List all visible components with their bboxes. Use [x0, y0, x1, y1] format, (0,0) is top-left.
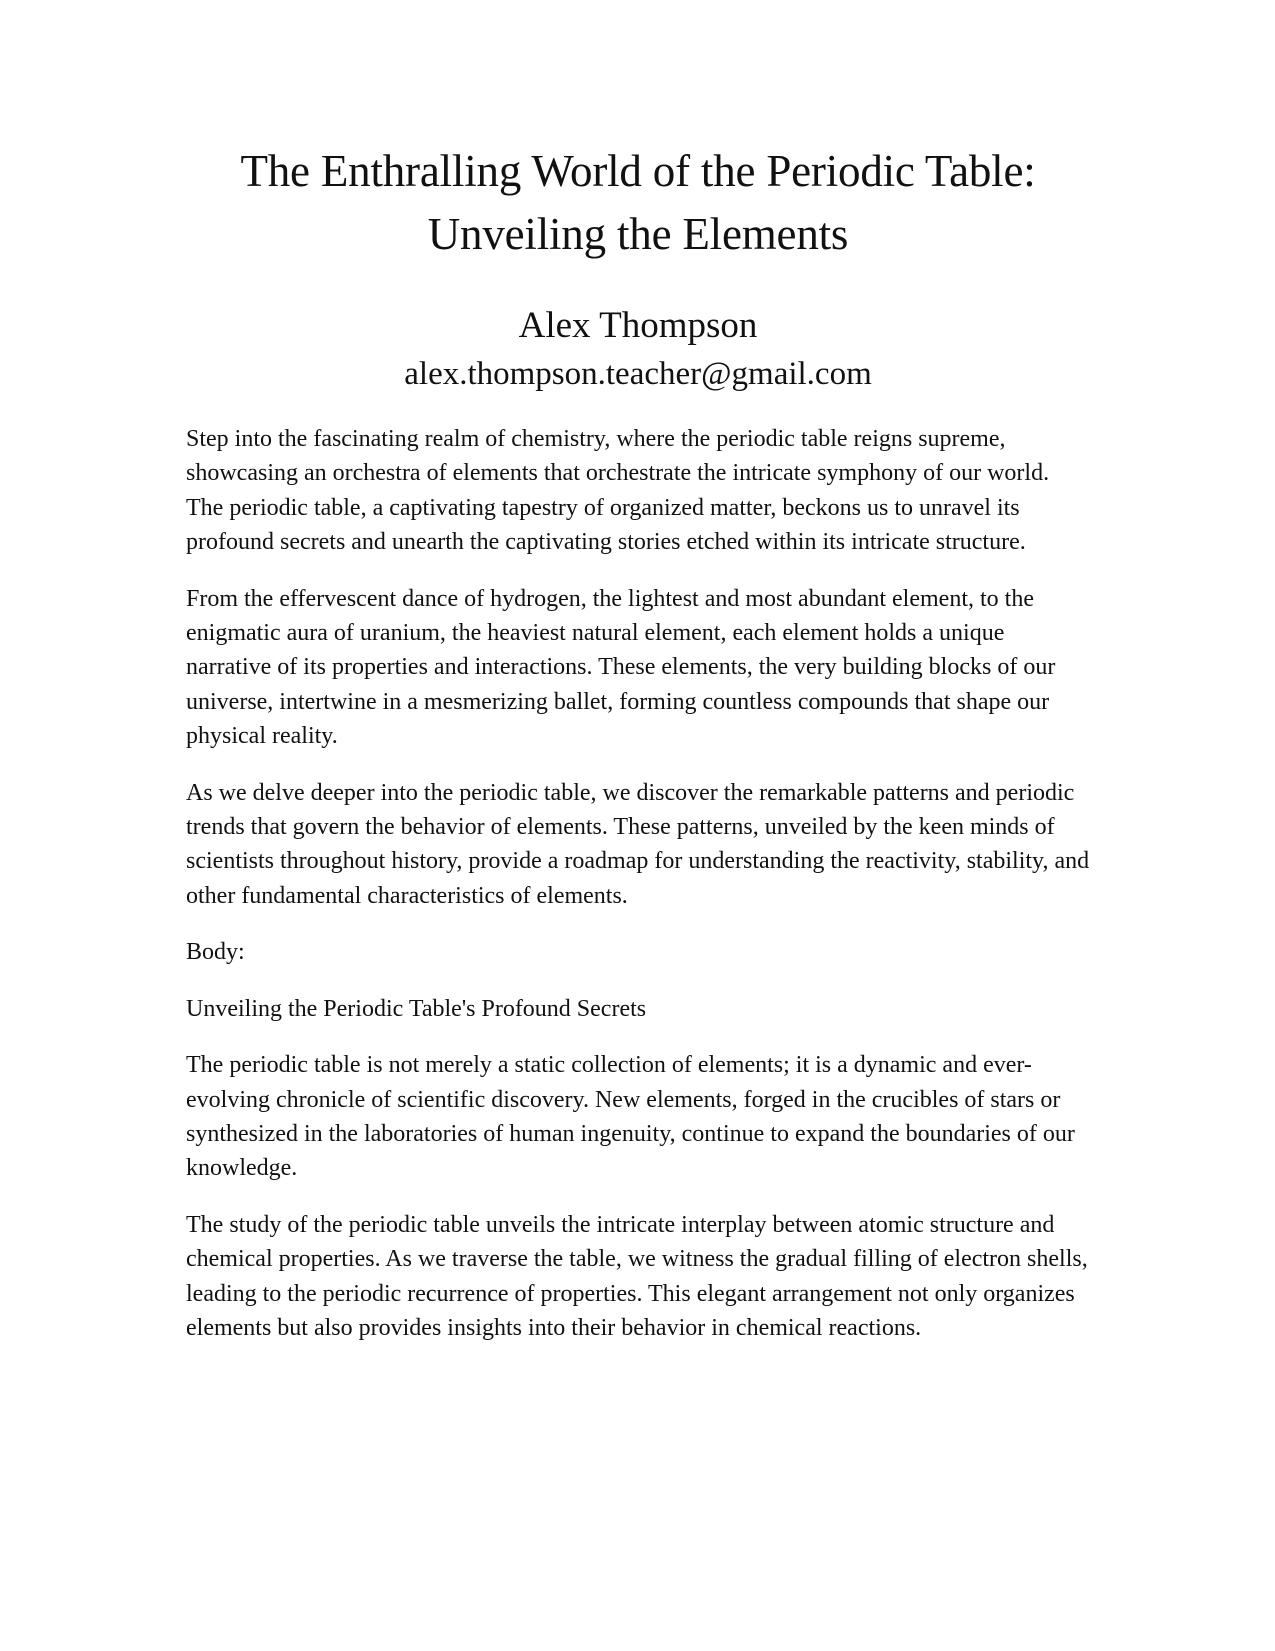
intro-paragraph-1: Step into the fascinating realm of chemistry, where the periodic table reigns supreme, showcasing an orchestra of elements that orchestrate the intricate symphony of our world. The periodic table, a captivating tapestry of organized matter, beckons us to unravel its profound secrets and unearth the captivating stories etched within its intricate structure.: [186, 426, 1050, 556]
section-heading: Unveiling the Periodic Table's Profound Secrets: [186, 995, 647, 1022]
document-page: [186, 140, 1090, 1367]
body-paragraph-1: The periodic table is not merely a static collection of elements; it is a dynamic and ever-evolving chronicle of scientific discovery. New elements, forged in the crucibles of stars or synthesized in the laboratories of human ingenuity, continue to expand the boundaries of our knowledge.: [186, 1052, 1075, 1182]
document-body: [186, 422, 1090, 1345]
body-paragraph-2: The study of the periodic table unveils the intricate interplay between atomic structure and chemical properties. As we traverse the table, we witness the gradual filling of electron shells, leading to the periodic recurrence of properties. This elegant arrangement not only organizes elements but also provides insights into their behavior in chemical reactions.: [186, 1211, 1088, 1341]
author-name: Alex Thompson: [518, 305, 758, 346]
title-line-2: Unveiling the Elements: [427, 209, 849, 259]
body-label: Body:: [186, 939, 245, 966]
title-line-1: The Enthralling World of the Periodic Table:: [240, 146, 1036, 196]
document-title: [186, 140, 1090, 266]
intro-paragraph-3: As we delve deeper into the periodic table, we discover the remarkable patterns and periodic trends that govern the behavior of elements. These patterns, unveiled by the keen minds of scientists throughout history, provide a roadmap for understanding the reactivity, stability, and other fundamental characteristics of elements.: [186, 779, 1090, 909]
intro-paragraph-2: From the effervescent dance of hydrogen, the lightest and most abundant element, to the enigmatic aura of uranium, the heaviest natural element, each element holds a unique narrative of its properties and interactions. These elements, the very building blocks of our universe, intertwine in a mesmerizing ballet, forming countless compounds that shape our physical reality.: [186, 585, 1056, 750]
author-email: alex.thompson.teacher@gmail.com: [404, 356, 872, 392]
